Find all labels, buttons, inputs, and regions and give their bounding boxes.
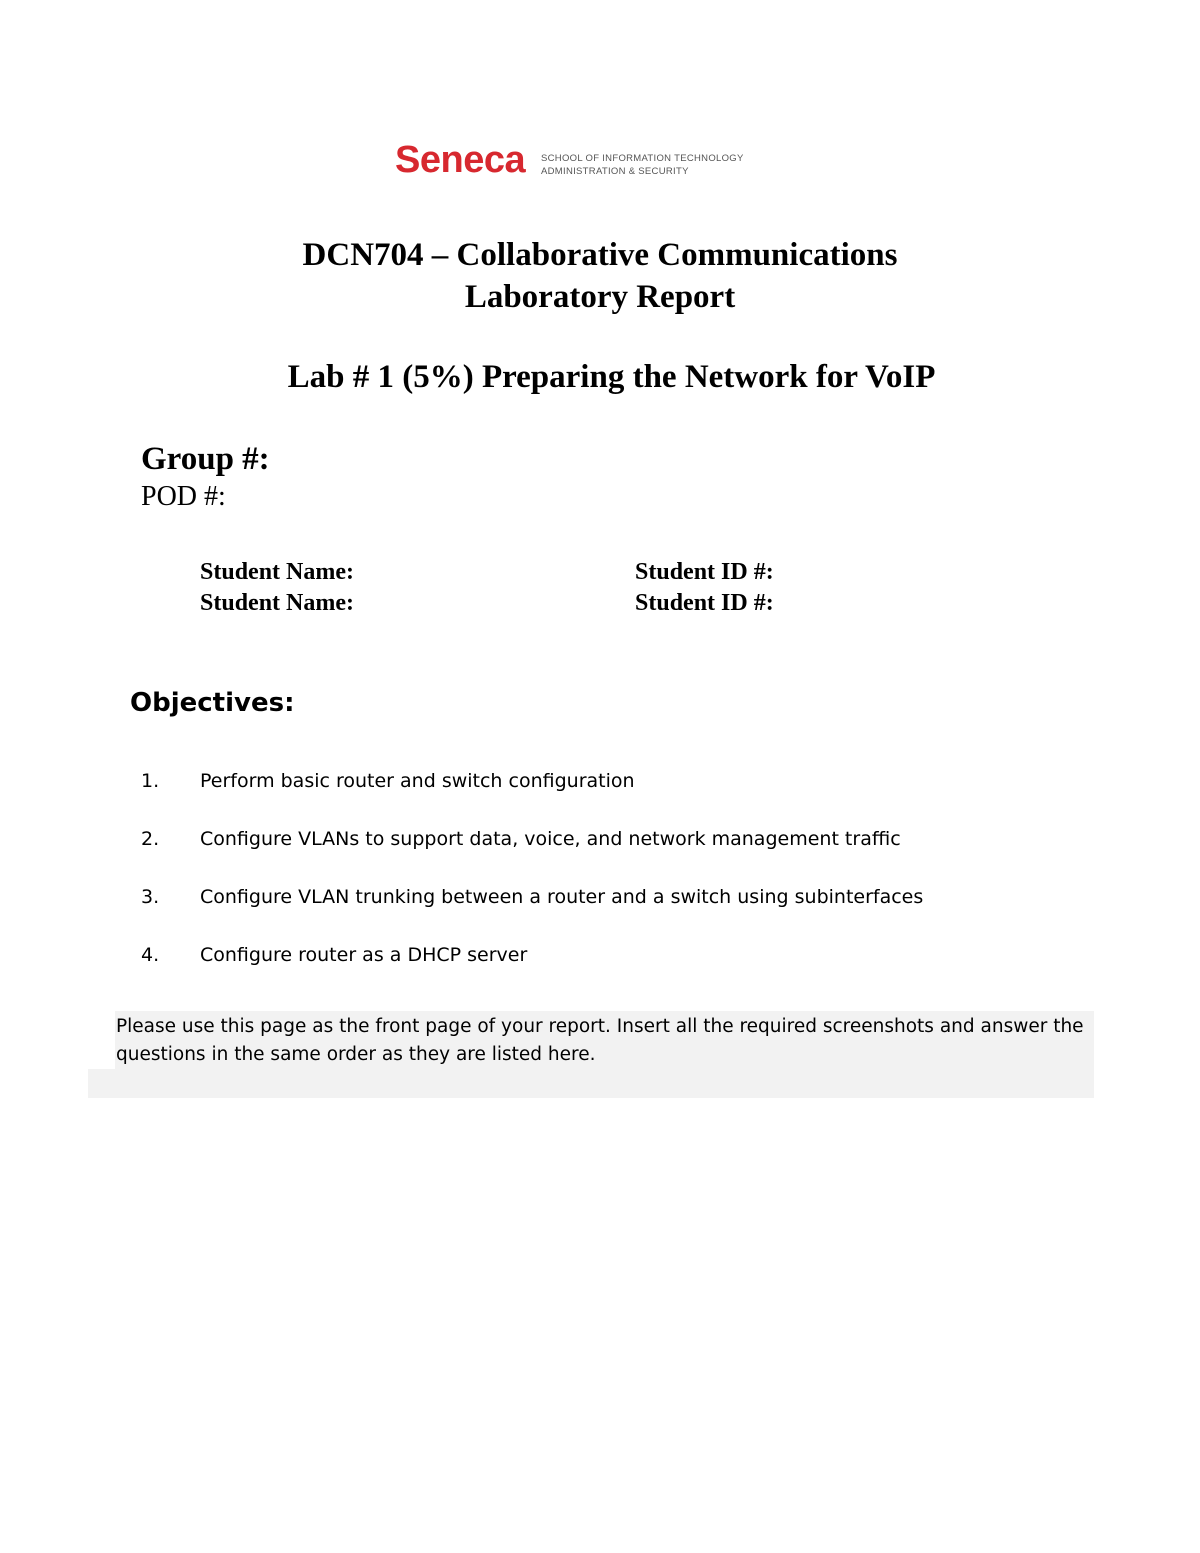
lab-title: Lab # 1 (5%) Preparing the Network for VoIP xyxy=(287,359,936,395)
group-label: Group #: xyxy=(141,441,270,477)
note-box-cutout xyxy=(88,1011,115,1069)
student-id-label-2: Student ID #: xyxy=(635,590,774,616)
logo-tagline-line2: ADMINISTRATION & SECURITY xyxy=(541,166,689,177)
objective-text-4: Configure router as a DHCP server xyxy=(200,944,528,966)
logo-tagline xyxy=(541,152,744,178)
instructions-note: Please use this page as the front page of your report. Insert all the required screenshots and answer the questions in the same order as they are listed here. xyxy=(116,1016,1084,1065)
pod-label: POD #: xyxy=(141,481,226,512)
student-name-label-1: Student Name: xyxy=(200,559,354,585)
objective-text-3: Configure VLAN trunking between a router and a switch using subinterfaces xyxy=(200,886,924,908)
objective-number-1: 1. xyxy=(141,770,160,792)
objective-text-1: Perform basic router and switch configuration xyxy=(200,770,635,792)
student-name-label-2: Student Name: xyxy=(200,590,354,616)
objectives-heading: Objectives: xyxy=(130,688,295,718)
seneca-logo: Seneca xyxy=(395,139,526,181)
objective-text-2: Configure VLANs to support data, voice, and network management traffic xyxy=(200,828,901,850)
report-title: Laboratory Report xyxy=(464,279,736,315)
objective-number-3: 3. xyxy=(141,886,160,908)
student-id-label-1: Student ID #: xyxy=(635,559,774,585)
logo-tagline-line1: SCHOOL OF INFORMATION TECHNOLOGY xyxy=(541,153,744,164)
objective-number-4: 4. xyxy=(141,944,160,966)
course-title: DCN704 – Collaborative Communications xyxy=(302,237,898,273)
objective-number-2: 2. xyxy=(141,828,160,850)
